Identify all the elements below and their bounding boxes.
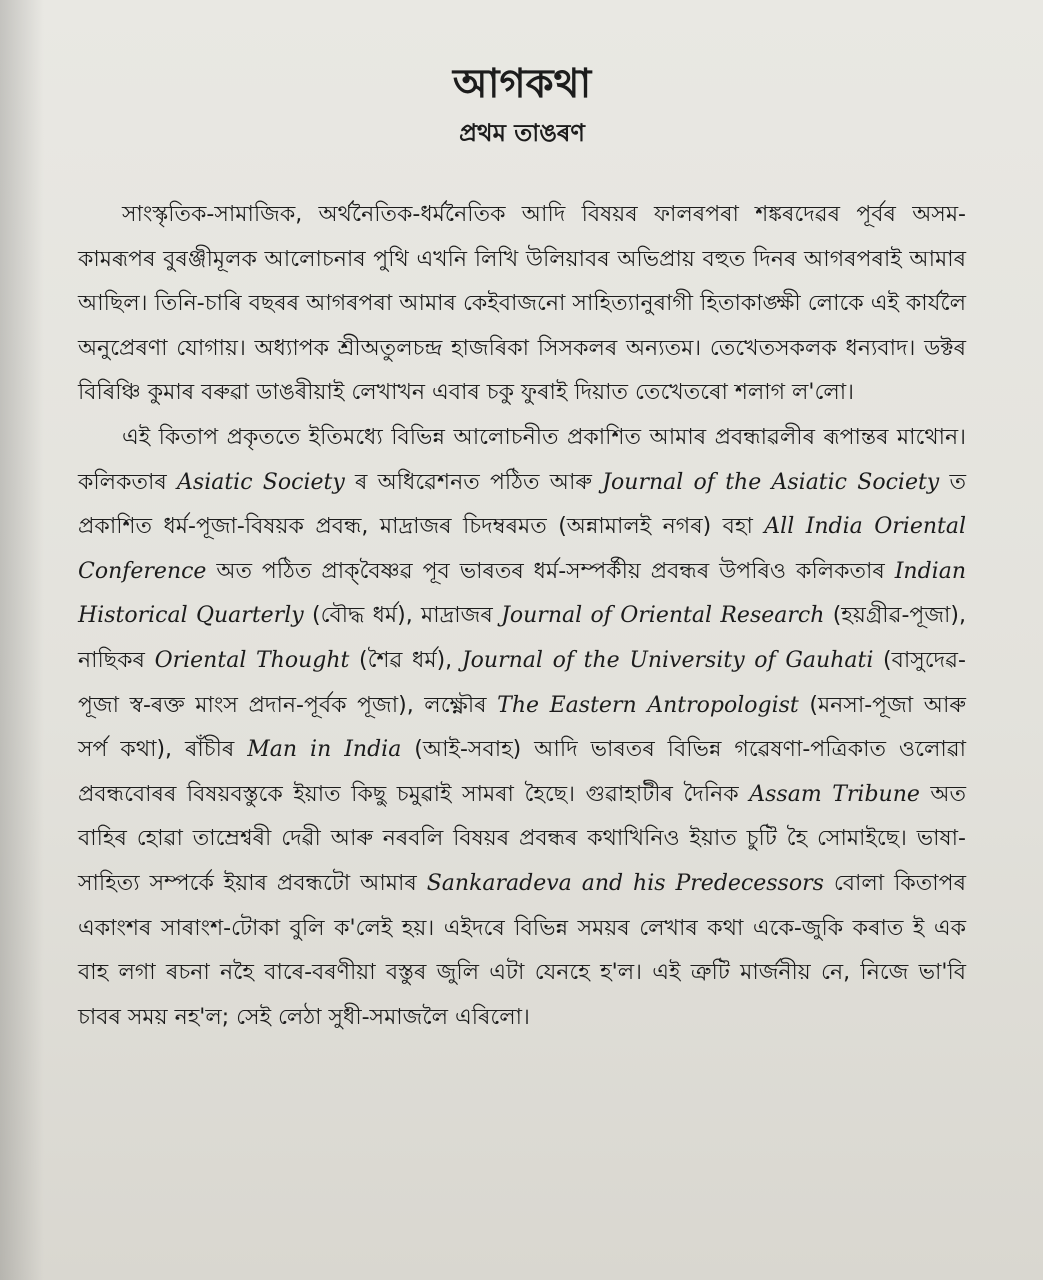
english-title: Journal of the Asiatic Society <box>602 469 940 495</box>
paragraph-2 <box>78 416 966 1040</box>
text-segment: (শৈৱ ধৰ্ম), <box>349 647 462 673</box>
text-segment: অত পঠিত প্ৰাক্‌বৈষ্ণৱ পূব ভাৰতৰ ধৰ্ম-সম্পৰ্কীয় প্ৰবন্ধৰ উপৰিও কলিকতাৰ <box>206 558 895 584</box>
text-segment: (বৌদ্ধ ধৰ্ম), মাদ্ৰাজৰ <box>303 603 502 629</box>
text-segment: ত প্ৰকাশিত ধৰ্ম-পূজা-বিষয়ক প্ৰবন্ধ, মাদ্ৰাজৰ চিদম্বৰমত (অন্নামালই নগৰ) বহা <box>78 469 966 540</box>
english-title: All India Oriental Conference <box>78 514 966 584</box>
english-title: Sankaradeva and his Predecessors <box>426 870 824 896</box>
page-title: আগকথা <box>452 61 592 107</box>
english-title: The Eastern Antropologist <box>497 692 799 718</box>
english-title: Oriental Thought <box>154 647 350 673</box>
text-segment: (আই-সবাহ) আদি ভাৰতৰ বিভিন্ন গৱেষণা-পত্ৰিকাত ওলোৱা প্ৰবন্ধবোৰৰ বিষয়বস্তুকে ইয়াত কিছু চমুৱাই সামৰা হৈছে। গুৱাহাটীৰ দৈনিক <box>78 737 966 807</box>
english-title: Asiatic Society <box>177 469 345 495</box>
spine-shadow <box>0 0 44 1280</box>
text-segment: এই কিতাপ প্ৰকৃততে ইতিমধ্যে বিভিন্ন আলোচনীত প্ৰকাশিত আমাৰ প্ৰবন্ধাৱলীৰ ৰূপান্তৰ মাথোন। কলিকতাৰ <box>78 424 966 495</box>
page-content <box>78 58 966 1040</box>
text-segment: (মনসা-পূজা আৰু সৰ্প কথা), ৰাঁচীৰ <box>78 692 966 763</box>
english-title: Indian Historical Quarterly <box>78 558 966 629</box>
english-title: Assam Tribune <box>749 781 920 807</box>
english-title: Journal of Oriental Research <box>501 603 825 629</box>
text-segment: ৰ অধিৱেশনত পঠিত আৰু <box>344 469 603 495</box>
text-segment: অত বাহিৰ হোৱা তাম্ৰেশ্বৰী দেৱী আৰু নৰবলি বিষয়ৰ প্ৰবন্ধৰ কথাখিনিও ইয়াত চুটি হৈ সোমাইছে। ভাষা-সাহিত্য সম্পৰ্কে ইয়াৰ প্ৰবন্ধটো আমাৰ <box>78 781 966 896</box>
text-segment: (বাসুদেৱ-পূজা স্ব-ৰক্ত মাংস প্ৰদান-পূৰ্বক পূজা), লক্ষ্ণৌৰ <box>78 647 966 718</box>
text-segment: (হয়গ্ৰীৱ-পূজা), নাছিকৰ <box>78 603 966 673</box>
page-subtitle: প্ৰথম তাঙৰণ <box>459 119 585 147</box>
paragraph-1: সাংস্কৃতিক-সামাজিক, অৰ্থনৈতিক-ধৰ্মনৈতিক আদি বিষয়ৰ ফালৰপৰা শঙ্কৰদেৱৰ পূৰ্বৰ অসম-কামৰূপৰ বুৰঞ্জীমূলক আলোচনাৰ পুথি এখনি লিখি উলিয়াবৰ অভিপ্ৰায় বহুত দিনৰ আগৰপৰাই আমাৰ আছিল। তিনি-চাৰি বছৰৰ আগৰপৰা আমাৰ কেইবাজনো সাহিত্যানুৰাগী হিতাকাঙ্ক্ষী লোকে এই কাৰ্যলৈ অনুপ্ৰেৰণা যোগায়। অধ্যাপক শ্ৰীঅতুলচন্দ্ৰ হাজৰিকা সিসকলৰ অন্যতম। তেখেতসকলক ধন্যবাদ। ডক্টৰ বিৰিঞ্চি কুমাৰ বৰুৱা ডাঙৰীয়াই লেখাখন এবাৰ চকু ফুৰাই দিয়াত তেখেতৰো শলাগ ল'লো। <box>78 202 966 406</box>
text-segment: বোলা কিতাপৰ একাংশৰ সাৰাংশ-টোকা বুলি ক'লেই হয়। এইদৰে বিভিন্ন সময়ৰ লেখাৰ কথা একে-জুকি কৰাত ই এক বাহ লগা ৰচনা নহৈ বাৰে-বৰণীয়া বস্তুৰ জুলি এটা যেনহে হ'ল। এই ত্ৰুটি মাৰ্জনীয় নে, নিজে ভা'বি চাবৰ সময় নহ'ল; সেই লেঠা সুধী-সমাজলৈ এৰিলো। <box>78 870 967 1030</box>
english-title: Journal of the University of Gauhati <box>461 647 874 673</box>
english-title: Man in India <box>247 737 402 763</box>
